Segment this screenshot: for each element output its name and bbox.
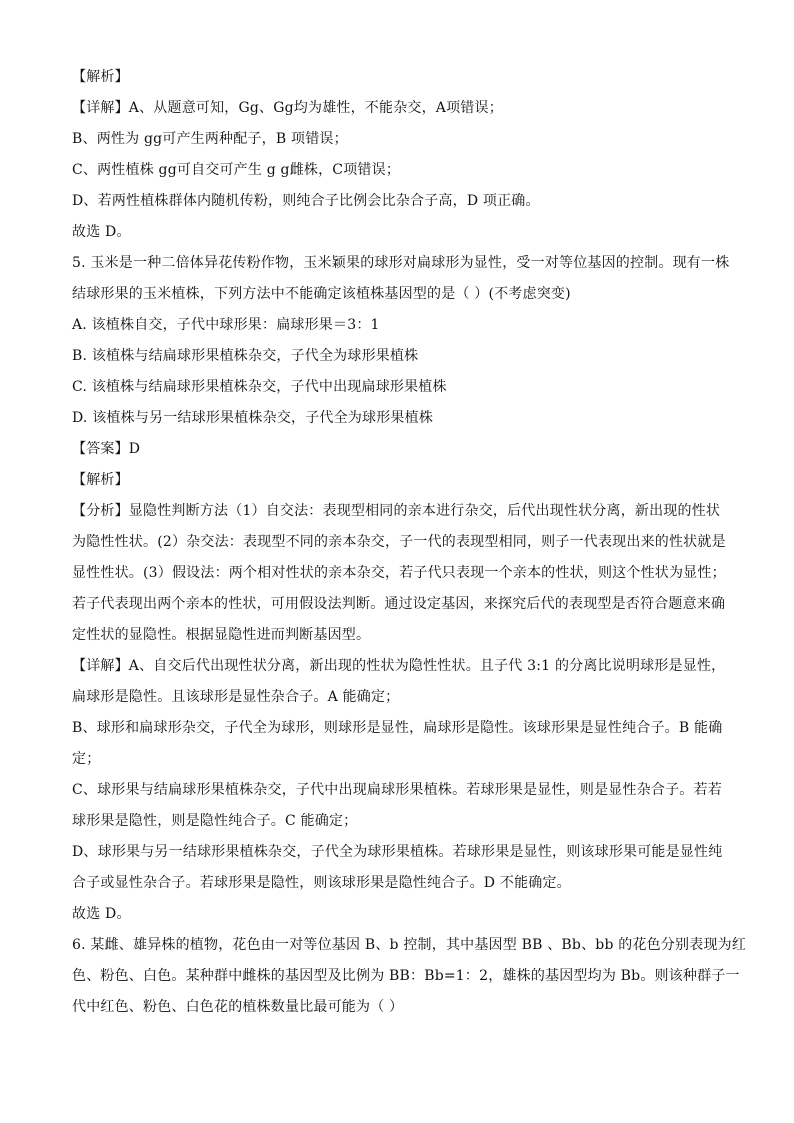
- detail-line: 定；: [72, 751, 101, 767]
- text-line: 【详解】A、从题意可知，Gg、Gg均为雄性，不能杂交，A项错误；: [72, 100, 503, 116]
- question-6-stem: 6. 某雌、雄异株的植物，花色由一对等位基因 B、b 控制，其中基因型 BB 、Bb、bb 的花色分别表现为红: [72, 937, 747, 953]
- detail-line: D、球形果与另一结球形果植株杂交，子代全为球形果植株。若球形果是显性，则该球形果可能是显性纯: [72, 844, 723, 860]
- option-b: B. 该植株与结扁球形果植株杂交，子代全为球形果植株: [72, 348, 419, 364]
- text-line: D、若两性植株群体内随机传粉，则纯合子比例会比杂合子高，D 项正确。: [72, 193, 540, 209]
- text-line: 故选 D。: [72, 224, 131, 240]
- option-c: C. 该植株与结扁球形果植株杂交，子代中出现扁球形果植株: [72, 379, 447, 395]
- text-line: 故选 D。: [72, 906, 131, 922]
- text-line: C、两性植株 gg可自交可产生 g g雌株，C项错误；: [72, 162, 401, 178]
- analysis-line: 若子代表现出两个亲本的性状，可用假设法判断。通过设定基因，来探究后代的表现型是否符合题意来确: [72, 596, 726, 612]
- text-line: B、两性为 gg可产生两种配子，B 项错误；: [72, 131, 348, 147]
- detail-line: C、球形果与结扁球形果植株杂交，子代中出现扁球形果植株。若球形果是显性，则是显性杂合子。若若: [72, 782, 722, 798]
- analysis-line: 【分析】显隐性判断方法（1）自交法：表现型相同的亲本进行杂交，后代出现性状分离，新出现的性状: [72, 503, 721, 519]
- detail-line: 扁球形是隐性。且该球形是显性杂合子。A 能确定；: [72, 689, 400, 705]
- analysis-line: 显性性状。(3）假设法：两个相对性状的亲本杂交，若子代只表现一个亲本的性状，则这个性状为显性；: [72, 565, 726, 581]
- detail-line: 球形果是隐性，则是隐性纯合子。C 能确定；: [72, 813, 358, 829]
- text-line: 【解析】: [72, 69, 129, 85]
- detail-line: 合子或显性杂合子。若球形果是隐性，则该球形果是隐性纯合子。D 不能确定。: [72, 875, 571, 891]
- question-6-stem: 色、粉色、白色。某种群中雌株的基因型及比例为 BB：Bb=1：2，雄株的基因型均为 Bb。则该种群子一: [72, 968, 740, 984]
- detail-line: B、球形和扁球形杂交，子代全为球形，则球形是显性，扁球形是隐性。该球形果是显性纯合子。B 能确: [72, 720, 723, 736]
- option-d: D. 该植株与另一结球形果植株杂交，子代全为球形果植株: [72, 410, 434, 426]
- detail-line: 【详解】A、自交后代出现性状分离，新出现的性状为隐性性状。且子代 3:1 的分离比说明球形是显性，: [72, 658, 726, 674]
- document-page: [72, 62, 747, 1023]
- analysis-line: 为隐性性状。(2）杂交法：表现型不同的亲本杂交，子一代的表现型相同，则子一代表现出来的性状就是: [72, 534, 726, 550]
- text-line: 【解析】: [72, 472, 129, 488]
- question-5-stem: 结球形果的玉米植株，下列方法中不能确定该植株基因型的是（ ）(不考虑突变): [72, 286, 571, 302]
- analysis-line: 定性状的显隐性。根据显隐性进而判断基因型。: [72, 627, 371, 643]
- option-a: A. 该植株自交，子代中球形果：扁球形果＝3：1: [72, 317, 380, 333]
- question-6-stem: 代中红色、粉色、白色花的植株数量比最可能为（ ）: [72, 999, 404, 1015]
- question-5-stem: 5. 玉米是一种二倍体异花传粉作物，玉米颖果的球形对扁球形为显性，受一对等位基因的控制。现有一株: [72, 255, 730, 271]
- answer-line: 【答案】D: [72, 441, 141, 457]
